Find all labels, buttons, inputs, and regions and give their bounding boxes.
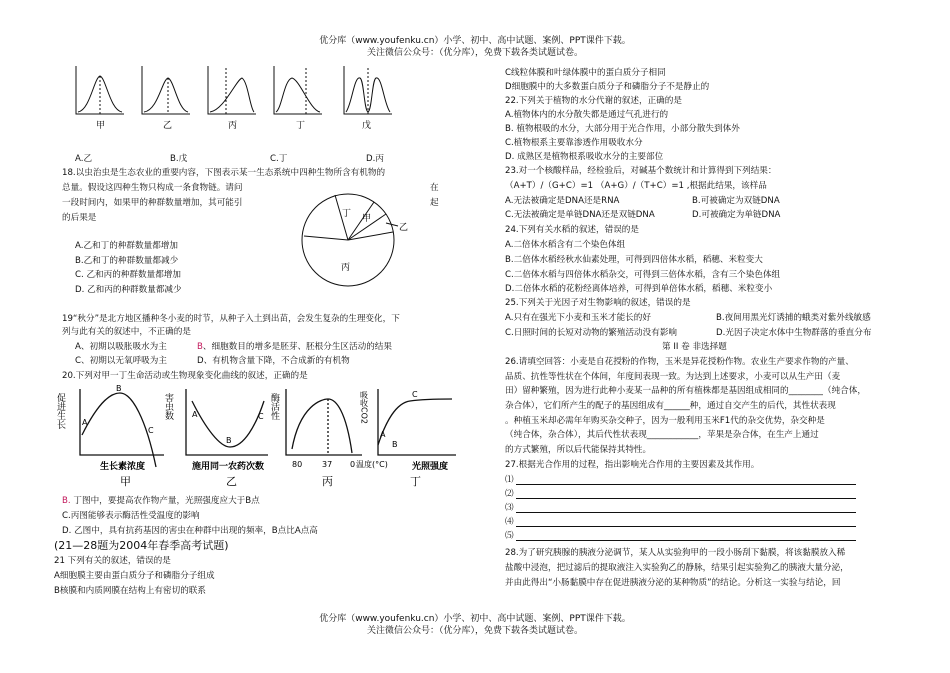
q24-option-a: A.二倍体水稻含有二个染色体组 xyxy=(505,240,626,250)
q23-option-b: B.可被确定为双链DNA xyxy=(692,196,780,206)
q20-bing-tick-37: 37 xyxy=(322,460,333,469)
q26-line4: 杂合体），它们所产生的配子的基因组成有______种，通过自交产生的后代，其性状表现 xyxy=(505,401,836,411)
q27-answer-line-3[interactable] xyxy=(516,512,856,513)
q20-jia-point-b: B xyxy=(116,384,122,393)
q20-ding-caption: 丁 xyxy=(410,475,421,488)
q20-jia-point-c: C xyxy=(148,426,154,435)
q20-option-b xyxy=(62,496,260,507)
q22-option-d: D. 成熟区是植物根系吸收水分的主要部位 xyxy=(505,152,664,162)
q23-option-c: C.无法被确定是单链DNA还是双链DNA xyxy=(505,210,655,220)
q21-option-c: C线粒体膜和叶绿体膜中的蛋白质分子相同 xyxy=(505,68,666,78)
q17-option-a: A.乙 xyxy=(75,154,93,164)
q22-option-a: A.植物体内的水分散失都是通过气孔进行的 xyxy=(505,110,669,120)
q21-option-b: B核膜和内质网膜在结构上有密切的联系 xyxy=(54,586,206,596)
q20-curves-figure xyxy=(55,384,460,488)
q20-ding-point-b: B xyxy=(392,440,398,449)
q27-item-1: ⑴ xyxy=(505,475,514,485)
q17-curves-figure xyxy=(64,64,394,144)
q23-formula: （A+T）/（G+C）=1 （A+G）/（T+C）=1 ,根据此结果，该样品 xyxy=(505,181,767,191)
q18-option-c: C. 乙和丙的种群数量都增加 xyxy=(75,270,181,280)
q25-option-c: C.日照时间的长短对动物的繁殖活动没有影响 xyxy=(505,328,678,338)
q18-pie-label-jia: 甲 xyxy=(362,214,372,224)
page-header-line2: 关注微信公众号：（优分库），免费下载各类试题试卷。 xyxy=(366,48,583,58)
page-footer-line2: 关注微信公众号：（优分库），免费下载各类试题试卷。 xyxy=(366,626,583,636)
q20-yi-x-label: 施用同一农药次数 xyxy=(192,462,265,472)
q18-pie-label-bing: 丙 xyxy=(341,263,351,273)
q17-label-yi: 乙 xyxy=(163,121,173,131)
q19-line2: 列与此有关的叙述中，不正确的是 xyxy=(62,327,191,337)
q27-answer-line-2[interactable] xyxy=(516,498,856,499)
section-note: (21—28题为2004年春季高考试题) xyxy=(54,539,229,552)
q20-jia-y-label: 促进生长 xyxy=(55,393,65,429)
q20-yi-caption: 乙 xyxy=(226,475,237,488)
q27-answer-line-4[interactable] xyxy=(516,526,856,527)
q20-ding-point-a: A xyxy=(380,430,386,439)
q20-option-b-text: 丁图中，要提高农作物产量，光照强度应大于B点 xyxy=(73,496,260,506)
q18-option-a: A.乙和丁的种群数量都增加 xyxy=(75,241,178,251)
q25-option-d: D.光因子决定水体中生物群落的垂直分布 xyxy=(716,328,872,338)
q26-line3: 田）留种繁殖，因为进行此种小麦某一品种的所有植株都是基因组成相同的________（纯合体， xyxy=(505,386,866,396)
q18-option-d: D. 乙和丙的种群数量都减少 xyxy=(75,285,182,295)
q17-label-jia: 甲 xyxy=(96,121,106,131)
q18-pie-label-ding: 丁 xyxy=(342,209,352,219)
q20-bing-caption: 丙 xyxy=(322,475,333,488)
q18-line2b: 在 xyxy=(430,183,439,193)
page-footer-line1: 优分库（www.youfenku.cn）小学、初中、高中试题、案例、PPT课件下载。 xyxy=(319,614,631,624)
q24-option-d: D.二倍体水稻的花粉经离体培养，可得到单倍体水稻，稻穗、米粒变小 xyxy=(505,284,773,294)
q26-line1: 26.请填空回答：小麦是自花授粉的作物，玉米是异花授粉作物。农业生产要求作物的产量、 xyxy=(505,357,854,367)
q17-label-wu: 戊 xyxy=(362,121,372,131)
q27-item-5: ⑸ xyxy=(505,531,514,541)
q18-line1: 18.以虫治虫是生态农业的重要内容，下图表示某一生态系统中四种生物所含有机物的 xyxy=(62,168,386,178)
q18-pie-label-yi: 乙 xyxy=(399,223,409,233)
q19-option-d: D、有机物含量下降，不合成新的有机物 xyxy=(197,356,350,366)
q21-option-a: A细胞膜主要由蛋白质分子和磷脂分子组成 xyxy=(54,571,215,581)
q20-ding-y-label: 吸收CO2 xyxy=(359,391,369,424)
q20-bing-x-label: 温度(°C) xyxy=(356,460,388,469)
q27-item-2: ⑵ xyxy=(505,489,514,499)
q20-yi-point-a: A xyxy=(192,410,198,419)
q20-option-c: C.丙图能够表示酶活性受温度的影响 xyxy=(62,511,200,521)
q20-yi-y-label: 害虫数 xyxy=(163,393,173,420)
q20-yi-point-c: C xyxy=(258,412,264,421)
q23-stem: 23.对一个核酸样品，经检验后，对碱基个数统计和计算得到下列结果： xyxy=(505,166,777,176)
q19-option-b-text: 、细胞数目的增多是胚芽、胚根分生区活动的结果 xyxy=(202,342,392,352)
q20-yi-point-b: B xyxy=(226,436,232,445)
q20-ding-point-c: C xyxy=(412,390,418,399)
q20-ding-x-label: 光照强度 xyxy=(412,462,449,472)
q22-option-c: C.植物根系主要靠渗透作用吸收水分 xyxy=(505,138,643,148)
q22-stem: 22.下列关于植物的水分代谢的叙述，正确的是 xyxy=(505,96,682,106)
q19-option-c: C、初期以无氧呼吸为主 xyxy=(75,356,167,366)
q28-line1: 28.为了研究胰腺的胰液分泌调节，某人从实验狗甲的一段小肠刮下黏膜，将该黏膜放入稀 xyxy=(505,548,846,558)
q25-stem: 25.下列关于光因子对生物影响的叙述，错误的是 xyxy=(505,298,691,308)
q28-line3: 并由此得出“小肠黏膜中存在促进胰液分泌的某种物质”的结论。分析这一实验与结论，回 xyxy=(505,578,841,588)
q25-option-a: A.只有在强光下小麦和玉米才能长的好 xyxy=(505,313,651,323)
q20-bing-y-label: 酶活性 xyxy=(269,393,279,420)
q24-stem: 24.下列有关水稻的叙述，错误的是 xyxy=(505,225,639,235)
q26-line6: （纯合体，杂合体），其后代性状表现____________，苹果是杂合体，在生产上通过 xyxy=(505,430,819,440)
page-header-line1: 优分库（www.youfenku.cn）小学、初中、高中试题、案例、PPT课件下载。 xyxy=(319,36,631,46)
q18-line3a: 一段时间内，如果甲的种群数量增加，其可能引 xyxy=(62,198,243,208)
q17-option-c: C.丁 xyxy=(270,154,288,164)
q21-option-d: D细胞膜中的大多数蛋白质分子和磷脂分子不是静止的 xyxy=(505,82,710,92)
q20-bing-tick-0: 0 xyxy=(350,460,356,469)
q17-option-d: D.丙 xyxy=(366,154,384,164)
part2-title: 第 II 卷 非选择题 xyxy=(662,342,727,352)
q20-option-d: D. 乙图中，具有抗药基因的害虫在种群中出现的频率，B点比A点高 xyxy=(62,526,318,536)
q20-jia-caption: 甲 xyxy=(120,475,131,488)
q18-line4: 的后果是 xyxy=(62,213,97,223)
q27-item-4: ⑷ xyxy=(505,517,514,527)
q17-option-b: B.戊 xyxy=(170,154,188,164)
q22-option-b: B. 植物根吸的水分，大部分用于光合作用，小部分散失到体外 xyxy=(505,124,740,134)
q24-option-b: B.二倍体水稻经秋水仙素处理，可得到四倍体水稻，稻穗、米粒变大 xyxy=(505,255,763,265)
q27-answer-line-1[interactable] xyxy=(516,484,856,485)
q23-option-d: D.可被确定为单链DNA xyxy=(692,210,781,220)
q20-bing-tick-80: 80 xyxy=(292,460,303,469)
q20-jia-x-label: 生长素浓度 xyxy=(100,462,146,472)
q20-stem: 20.下列对甲一丁生命活动或生物现象变化曲线的叙述，正确的是 xyxy=(62,371,308,381)
q19-option-b-letter: B xyxy=(197,342,203,352)
q26-line7: 的方式繁殖，所以后代能保持其特性。 xyxy=(505,445,652,455)
q21-stem: 21 下列有关的叙述，错误的是 xyxy=(54,556,171,566)
q18-line2a: 总量。假设这四种生物只构成一条食物链。请问 xyxy=(62,183,243,193)
q27-answer-line-5[interactable] xyxy=(516,540,856,541)
q18-pie-chart xyxy=(298,190,408,300)
q19-option-a: A、初期以吸胀吸水为主 xyxy=(75,342,167,352)
q20-jia-point-a: A xyxy=(82,418,88,427)
q18-option-b: B.乙和丁的种群数量都减少 xyxy=(75,256,179,266)
q17-label-ding: 丁 xyxy=(296,121,306,131)
q27-stem: 27.根据光合作用的过程，指出影响光合作用的主要因素及其作用。 xyxy=(505,460,760,470)
q25-option-b: B.夜间用黑光灯诱捕的蛾类对紫外线敏感 xyxy=(716,313,871,323)
q17-label-bing: 丙 xyxy=(228,121,238,131)
q19-option-b xyxy=(197,342,392,353)
q26-line5: 。种植玉米却必需年年购买杂交种子，因为一般利用玉米F1代的杂交优势，杂交种是 xyxy=(505,416,825,426)
q23-option-a: A.无法被确定是DNA还是RNA xyxy=(505,196,620,206)
q27-item-3: ⑶ xyxy=(505,503,514,513)
q20-option-b-letter: B. xyxy=(62,496,71,506)
q28-line2: 盐酸中浸泡，把过滤后的提取液注入实验狗乙的静脉，结果引起实验狗乙的胰液大量分泌， xyxy=(505,563,849,573)
q24-option-c: C.二倍体水稻与四倍体水稻杂交，可得到三倍体水稻，含有三个染色体组 xyxy=(505,270,781,280)
q18-line3b: 起 xyxy=(430,198,439,208)
q19-line1: 19“秋分”是北方地区播种冬小麦的时节，从种子入土到出苗，会发生复杂的生理变化，下 xyxy=(62,314,400,324)
q26-line2: 品质、抗性等性状在个体间，年度间表现一致。为达到上述要求，小麦可以从生产田（麦 xyxy=(505,372,841,382)
